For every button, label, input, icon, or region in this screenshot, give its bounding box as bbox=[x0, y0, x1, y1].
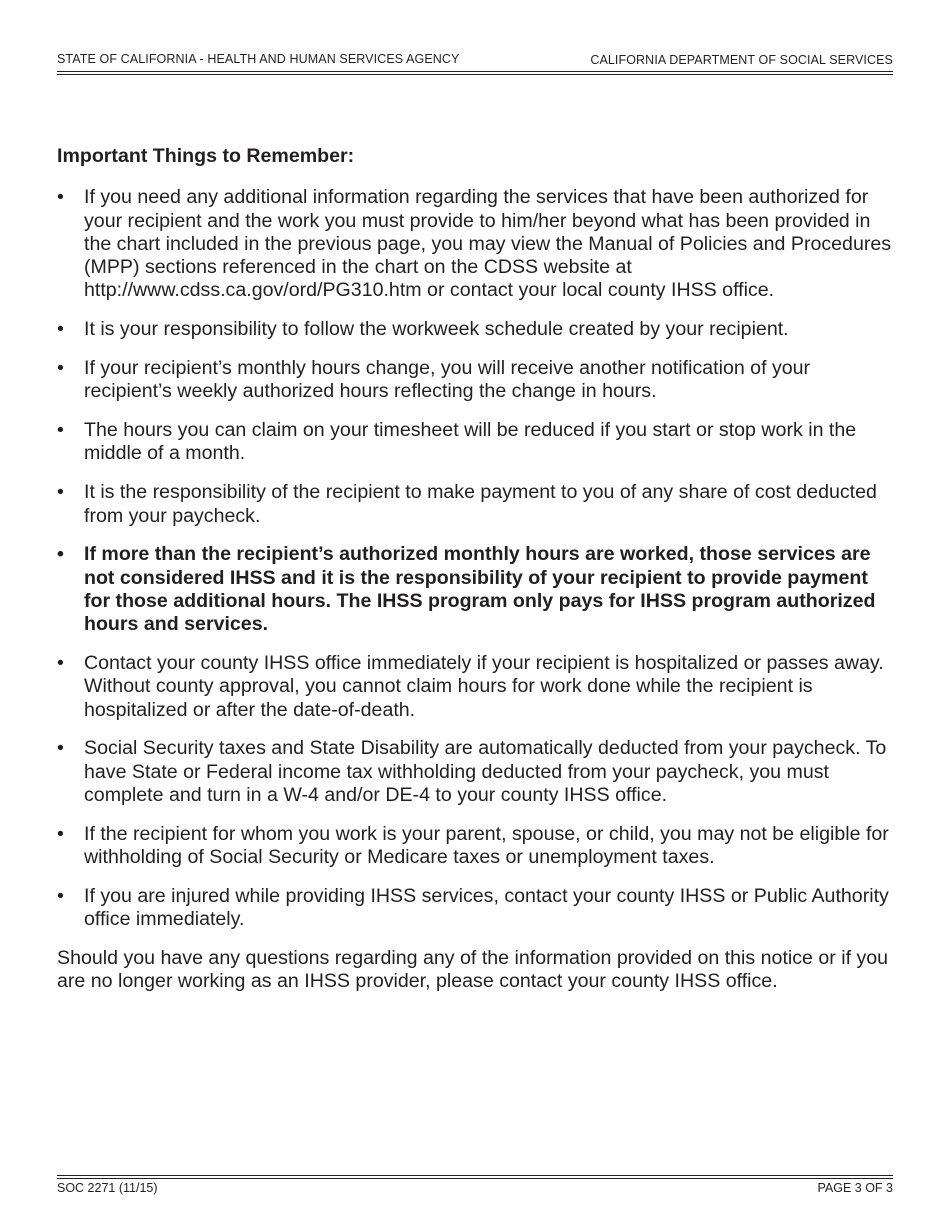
bullet-icon: • bbox=[57, 419, 64, 442]
agency-name: STATE OF CALIFORNIA - HEALTH AND HUMAN SERVICES AGENCY bbox=[57, 52, 460, 66]
form-number: SOC 2271 (11/15) bbox=[57, 1181, 158, 1195]
list-item bbox=[57, 737, 897, 807]
list-item bbox=[57, 186, 897, 302]
list-item-text: The hours you can claim on your timesheet will be reduced if you start or stop work in the middle of a month. bbox=[84, 419, 857, 465]
list-item bbox=[57, 652, 897, 722]
bullet-icon: • bbox=[57, 318, 64, 341]
list-item-text: If the recipient for whom you work is your parent, spouse, or child, you may not be eligible for withholding of Social Security or Medicare taxes or unemployment taxes. bbox=[84, 822, 889, 869]
list-item-emphasized bbox=[57, 543, 897, 636]
list-item-text: If more than the recipient’s authorized monthly hours are worked, those services are not considered IHSS and it is the responsibility of your recipient to provide payment for those additional hours. The IHSS program only pays for IHSS program authorized hours and services. bbox=[84, 543, 876, 636]
page-number: PAGE 3 OF 3 bbox=[817, 1181, 893, 1195]
list-item bbox=[57, 823, 897, 870]
bullet-icon: • bbox=[57, 186, 64, 209]
closing-paragraph: Should you have any questions regarding any of the information provided on this notice or if you are no longer working as an IHSS provider, please contact your county IHSS office. bbox=[57, 947, 889, 993]
list-item-text: Contact your county IHSS office immediately if your recipient is hospitalized or passes away. Without county approval, you cannot claim hours for work done while the recipient is hospitalized or after the date-of-death. bbox=[84, 652, 884, 721]
list-item bbox=[57, 885, 897, 932]
list-item bbox=[57, 419, 897, 466]
list-item-text: If you need any additional information regarding the services that have been authorized for your recipient and the work you must provide to him/her beyond what has been provided in the chart included in the previous page, you may view the Manual of Policies and Procedures (MPP) sections referenced in the chart on the CDSS website at http://www.cdss.ca.gov/ord/PG310.htm or contact your local county IHSS office. bbox=[84, 186, 892, 302]
list-item-text: It is the responsibility of the recipient to make payment to you of any share of cost deducted from your paycheck. bbox=[84, 481, 877, 527]
bullet-icon: • bbox=[57, 737, 64, 760]
list-item-text: If you are injured while providing IHSS services, contact your county IHSS or Public Authority office immediately. bbox=[84, 884, 889, 931]
reminder-list bbox=[57, 186, 897, 931]
bullet-icon: • bbox=[57, 652, 64, 675]
bullet-icon: • bbox=[57, 481, 64, 504]
bullet-icon: • bbox=[57, 884, 64, 907]
list-item bbox=[57, 357, 897, 404]
bullet-icon: • bbox=[57, 822, 64, 845]
list-item bbox=[57, 318, 897, 341]
header-rule-bottom bbox=[57, 74, 893, 75]
section-heading: Important Things to Remember: bbox=[57, 145, 355, 167]
footer-rule-bottom bbox=[57, 1178, 893, 1179]
list-item bbox=[57, 481, 897, 528]
bullet-icon: • bbox=[57, 543, 64, 566]
department-name: CALIFORNIA DEPARTMENT OF SOCIAL SERVICES bbox=[590, 53, 893, 67]
notice-body bbox=[57, 145, 897, 994]
list-item-text: It is your responsibility to follow the workweek schedule created by your recipient. bbox=[84, 318, 789, 341]
footer-rule-top bbox=[57, 1175, 893, 1176]
list-item-text: Social Security taxes and State Disability are automatically deducted from your paycheck. To have State or Federal income tax withholding deducted from your paycheck, you must complete and turn in a W-4 and/or DE-4 to your county IHSS office. bbox=[84, 737, 887, 807]
list-item-text: If your recipient’s monthly hours change, you will receive another notification of your recipient’s weekly authorized hours reflecting the change in hours. bbox=[84, 357, 811, 403]
header-rule-top bbox=[57, 71, 893, 72]
bullet-icon: • bbox=[57, 357, 64, 380]
